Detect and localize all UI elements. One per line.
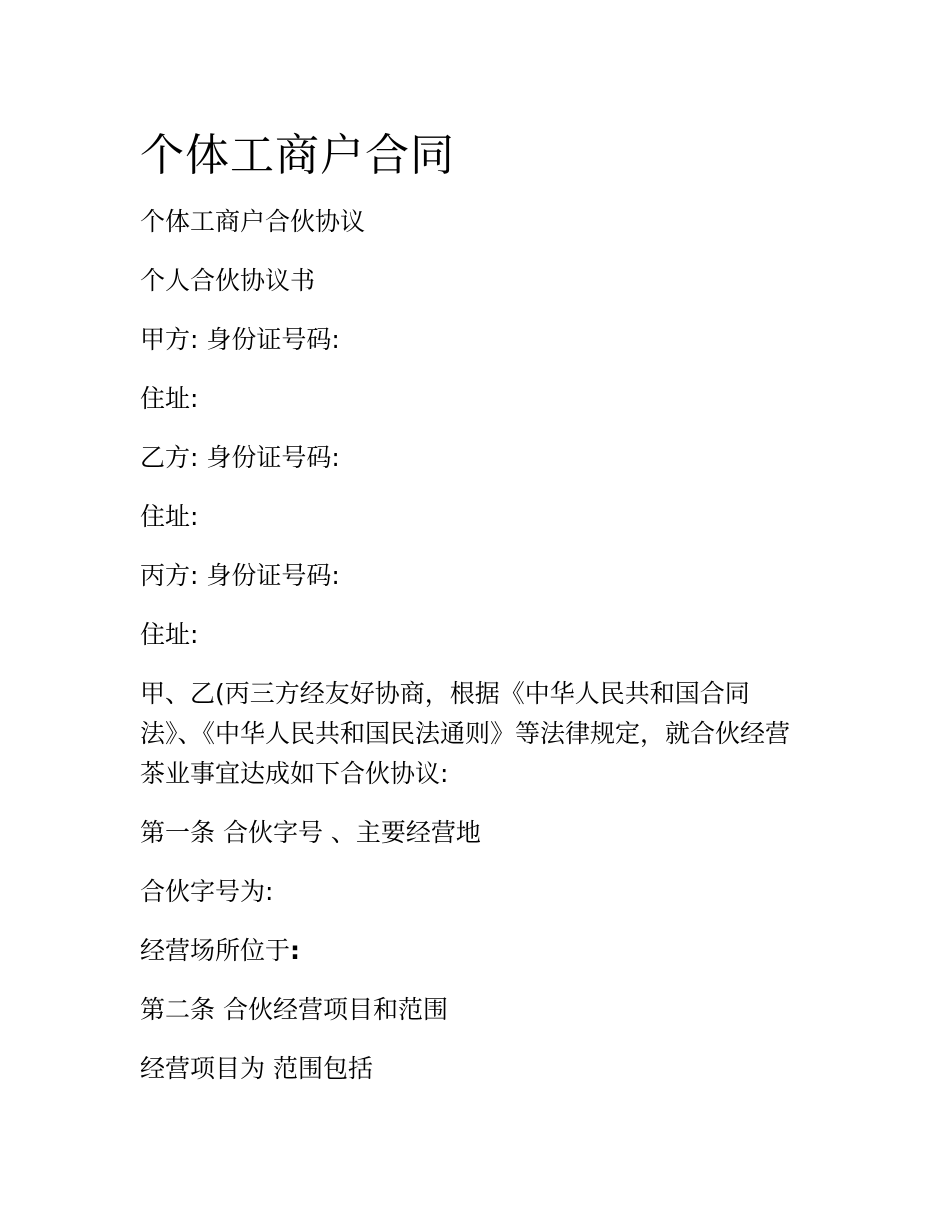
article-1-location-colon: : [290,936,301,965]
party-b-address: 住址: [140,502,199,531]
document-body [140,128,820,1108]
document-title: 个体工商户合同 [140,130,455,181]
article-2-title: 第二条 合伙经营项目和范围 [140,995,448,1024]
agreement-heading: 个人合伙协议书 [140,266,316,295]
article-1-location-text: 经营场所位于 [140,936,291,965]
article-1-location [140,931,820,971]
party-a-address: 住址: [140,384,199,413]
party-a-line: 甲方: 身份证号码: [140,325,340,354]
preamble-paragraph: 甲、乙(丙三方经友好协商，根据《中华人民共和国合同法》、《中华人民共和国民法通则》等法律规定，就合伙经营茶业事宜达成如下合伙协议: [140,679,791,788]
article-1-title: 第一条 合伙字号 、主要经营地 [140,818,481,847]
document-subtitle: 个体工商户合伙协议 [140,207,366,236]
article-2-scope: 经营项目为 范围包括 [140,1054,373,1083]
article-1-business-name: 合伙字号为: [140,877,274,906]
party-c-line: 丙方: 身份证号码: [140,561,340,590]
party-c-address: 住址: [140,620,199,649]
party-b-line: 乙方: 身份证号码: [140,443,340,472]
